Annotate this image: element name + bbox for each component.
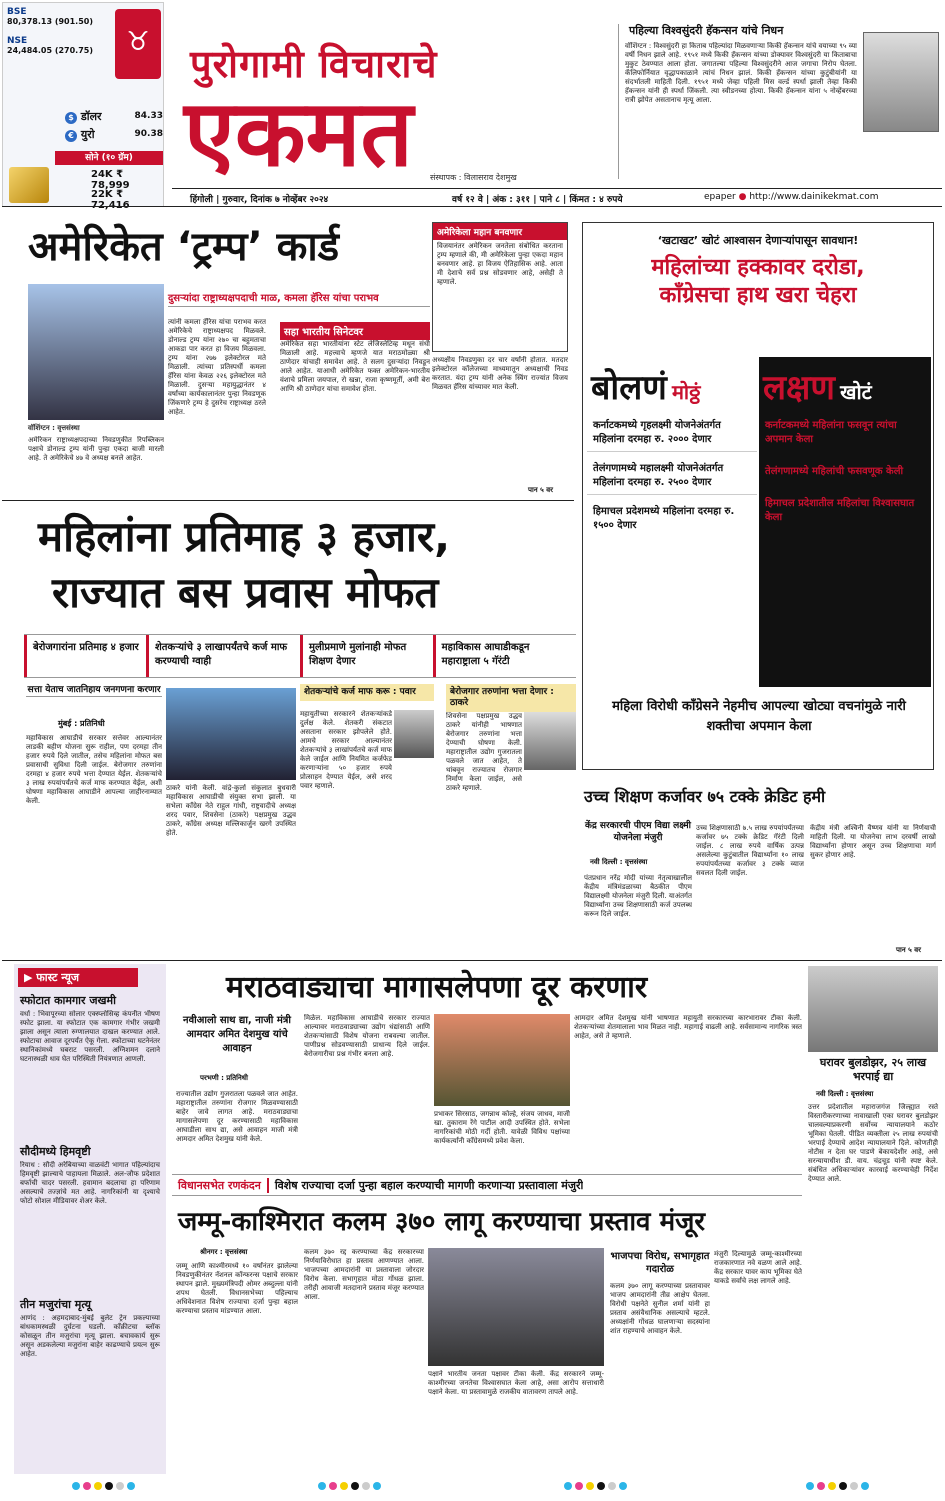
women-body-1: महाविकास आघाडीचे सरकार सत्तेवर आल्यानंतर लाडकी बहीण योजना सुरू राहील, पण दरमहा तीन हजार रुपये दिले जातील, तसेच महिलांना मोफत बस प्रवासाची सुविधा दिली जाईल. बेरोजगार तरुणांना दरमहा ४ हजार रुपये भत्ता देण्यात येईल. शेतकऱ्यांचे ३ लाख रुपयांपर्यंतचे कर्ज माफ करण्यात येईल, अशी घोषणा महाविकास आघाडीने आपल्या जाहीरनाम्यात केली. <box>26 734 162 805</box>
masthead-tagline: पुरोगामी विचाराचे <box>190 42 438 86</box>
education-body-2: उच्च शिक्षणासाठी ७.५ लाख रुपयांपर्यंतच्या कर्जावर ७५ टक्के क्रेडिट गॅरंटी दिली जाईल. ८ लाख रुपये वार्षिक उत्पन्न असलेल्या कुटुंबातील विद्यार्थ्यांना १० लाख रुपयांपर्यंतच्या कर्जावर ३ टक्के व्याज सवलत दिली जाईल. <box>696 824 804 877</box>
ad-truth-2: तेलंगणामध्ये महिलांची फसवणूक केली <box>765 466 904 477</box>
thackeray-tag <box>446 684 576 712</box>
kashmir-banner-tag: विधानसभेत रणकंदन <box>172 1178 269 1193</box>
bjp-tag: भाजपचा विरोध, सभागृहात गदारोळ <box>610 1251 710 1275</box>
pawar-tag-text: शेतकऱ्यांचे कर्ज माफ करू : पवार <box>304 687 416 697</box>
supreme-court-photo <box>808 966 938 1052</box>
america-box-tag: अमेरिकेला महान बनवणार <box>433 223 567 240</box>
point-4: महाविकास आघाडीकडून महाराष्ट्राला ५ गॅरंटी <box>433 635 576 677</box>
bulldozer-body: उत्तर प्रदेशातील महाराजगंज जिल्ह्यात रस्ते विस्तारीकरणाच्या नावाखाली एका घरावर बुलडोझर चालवल्याप्रकरणी सर्वोच्च न्यायालयाने कठोर भूमिका घेतली. पीडित व्यक्तीला २५ लाख रुपयांची भरपाई देण्याचे आदेश न्यायालयाने दिले. कोणतीही नोटीस न देता घर पाडणे बेकायदेशीर आहे, असे सरन्यायाधीश डी. वाय. चंद्रचूड यांनी स्पष्ट केले. संबंधित अधिकाऱ्यांवर कारवाई करण्याचेही निर्देश देण्यात आले. <box>808 1103 938 1183</box>
women-dateline: मुंबई : प्रतिनिधी <box>58 719 105 728</box>
kashmir-body-3: पक्षाने भारतीय जनता पक्षावर टीका केली. केंद्र सरकारने जम्मू-काश्मीरच्या जनतेचा विश्वासघात केला आहे, असा आरोप सत्ताधारी पक्षाने केला. या प्रस्तावामुळे राजकीय वातावरण तापले आहे. <box>428 1370 604 1396</box>
trump-col4: अध्यक्षीय निवडणुका दर चार वर्षांनी होतात. मतदार इलेक्टोरल कॉलेजच्या माध्यमातून अध्यक्षाची निवड करतात. यंदा ट्रम्प यांनी अनेक स्विंग राज्यांत विजय मिळवत हॅरिस यांच्यावर मात केली. <box>432 356 568 391</box>
epaper-label: epaper <box>704 192 736 202</box>
ad-headline-2: काँग्रेसचा हाथ खरा चेहरा <box>659 283 857 308</box>
kashmir-body-2: कलम ३७० रद्द करण्याच्या केंद्र सरकारच्या निर्णयाविरोधात हा प्रस्ताव आणण्यात आला. भाजपच्या आमदारांनी या प्रस्तावाला जोरदार विरोध केला. सभागृहात मोठा गोंधळ झाला. तरीही आवाजी मतदानाने प्रस्ताव मंजूर करण्यात आला. <box>304 1248 424 1301</box>
women-headline-1: महिलांना प्रतिमाह ३ हजार, <box>38 512 451 561</box>
fast-news-body-3: आणंद : अहमदाबाद-मुंबई बुलेट ट्रेन प्रकल्पाच्या बांधकामस्थळी दुर्घटना घडली. काँक्रीटचा ब्लॉक कोसळून तीन मजुरांचा मृत्यू झाला. बचावकार्य सुरू असून अडकलेल्या मजुरांना बाहेर काढण्याचे प्रयत्न सुरू आहेत. <box>20 1314 160 1358</box>
point-3: मुलीप्रमाणे मुलांनाही मोफत शिक्षण देणार <box>300 635 433 677</box>
gold-24k: 24K ₹ 78,999 <box>91 169 130 191</box>
census-tag: सत्ता येताच जातनिहाय जनगणना करणार <box>27 685 161 695</box>
fast-news-label <box>18 968 138 987</box>
ad-left-big: बोलणं <box>591 368 667 408</box>
thackeray-photo <box>524 712 576 770</box>
kashmir-headline: जम्मू-काश्मिरात कलम ३७० लागू करण्याचा प्रस्ताव मंजूर <box>178 1207 706 1237</box>
dollar-label: डॉलर <box>80 109 102 123</box>
ad-promise-2: तेलंगणामध्ये महालक्ष्मी योजनेअंतर्गत महिलांना दरमहा रु. २५०० देणार <box>587 458 757 495</box>
bse-value: 80,378.13 (901.50) <box>7 17 94 26</box>
ad-right-big: लक्षण <box>763 368 836 408</box>
america-box <box>432 222 568 352</box>
education-headline: उच्च शिक्षण कर्जावर ७५ टक्के क्रेडिट हमी <box>584 787 826 806</box>
assembly-photo <box>428 1248 604 1366</box>
miss-world-body: वॉशिंग्टन : विश्वसुंदरी हा किताब पहिल्यांदा मिळवणाऱ्या किकी हॅकन्सन यांचे वयाच्या ९५ व्या वर्षी निधन झाले आहे. १९५१ मध्ये किकी हॅकन्सन यांच्या डोक्यावर विश्वसुंदरी या किताबाचा मुकुट ठेवण्यात आला होता. जगातल्या पहिल्या विश्वसुंदरीने आज जगाचा निरोप घेतला. कॅलिफोर्नियात वृद्धापकाळाने त्यांचं निधन झालं. किकी हॅकन्सन यांच्या कुटुंबीयांनी या संदर्भातली माहिती दिली. १९५१ मध्ये जेव्हा पहिली मिस वर्ल्ड स्पर्धा झाली तेव्हा किकी हॅकन्सन यांनी ही स्पर्धा जिंकली. त्या स्वीडनच्या होत्या. किकी हॅकन्सन यांना ५ नोव्हेंबरच्या रात्री झोपेत असतानाच मृत्यू आला. <box>625 42 857 104</box>
bull-icon: ♉ <box>115 9 161 79</box>
rahul-photo <box>166 688 296 780</box>
kashmir-dateline: श्रीनगर : वृत्तसंस्था <box>200 1248 248 1256</box>
market-panel <box>2 2 164 207</box>
pawar-tag <box>300 684 434 701</box>
marathwada-body-1: राज्यातील उद्योग गुजरातला पळवले जात आहेत. महाराष्ट्रातील तरुणांना रोजगार मिळवण्यासाठी बाहेर जावे लागत आहे. मराठवाड्याचा मागासलेपणा दूर करण्यासाठी महाविकास आघाडीला साथ द्या, असे आवाहन माजी मंत्री आमदार अमित देशमुख यांनी केले. <box>176 1090 298 1143</box>
women-body-2: ठाकरे यांनी केली. वांद्रे-कुर्ला संकुलात बुधवारी महाविकास आघाडीची संयुक्त सभा झाली. या सभेला काँग्रेस नेते राहुल गांधी, राष्ट्रवादीचे अध्यक्ष शरद पवार, शिवसेना (ठाकरे) पक्षप्रमुख उद्धव ठाकरे, काँग्रेस अध्यक्ष मल्लिकार्जुन खरगे उपस्थित होते. <box>166 784 296 837</box>
america-box-body: विजयानंतर अमेरिकन जनतेला संबोधित करताना ट्रम्प म्हणाले की, मी अमेरिकेला पुन्हा एकदा महान बनवणार आहे. हा विजय ऐतिहासिक आहे. आता मी देशाचे सर्व प्रश्न सोडवणार आहे, असेही ते म्हणाले. <box>437 242 563 286</box>
fast-news-icon: ▶ <box>24 971 37 984</box>
euro-label: युरो <box>80 127 95 141</box>
euro-value: 90.38 <box>134 129 163 139</box>
kashmir-body-4: मंजुरी दिल्यामुळे जम्मू-काश्मीरच्या राजकारणात नवे वळण आले आहे. केंद्र सरकार यावर काय भूमिका घेते याकडे सर्वांचे लक्ष लागले आहे. <box>714 1250 802 1285</box>
miss-world-photo <box>863 32 939 132</box>
place-date: हिंगोली | गुरुवार, दिनांक ७ नोव्हेंबर २०२४ <box>190 195 329 205</box>
fast-news-column <box>14 964 166 1474</box>
marathwada-tag: नवीआलो साथ द्या, नाजी मंत्री आमदार अमित देशमुख यांचे आवाहन <box>183 1015 291 1054</box>
fast-news-label-text: फास्ट न्यूज <box>36 971 80 984</box>
nse-label: NSE <box>7 36 28 46</box>
women-headline-2: राज्यात बस प्रवास मोफत <box>52 568 439 617</box>
trump-col2: त्यांनी कमला हॅरिस यांचा पराभव करत अमेरिकेचे राष्ट्राध्यक्षपद मिळवले. डोनाल्ड ट्रम्प यांना २७० चा बहुमताचा आकडा पार करत हा विजय मिळवला. ट्रम्प यांना २७७ इलेक्टोरल मते मिळाली. त्यांच्या प्रतिस्पर्धी कमला हॅरिस यांना केवळ २२६ इलेक्टोरल मते मिळाली. दुसऱ्या महायुद्धानंतर ४ वर्षांच्या कार्यकालानंतर पुन्हा निवडणूक जिंकणारे ट्रम्प हे दुसरेच राष्ट्राध्यक्ष ठरले आहेत. <box>168 318 266 416</box>
trump-col1: अमेरिकन राष्ट्राध्यक्षपदाच्या निवडणुकीत रिपब्लिकन पक्षाचे डोनाल्ड ट्रम्प यांनी पुन्हा एकदा बाजी मारली आहे. ते अमेरिकेचे ४७ वे अध्यक्ष बनले आहेत. <box>28 436 164 462</box>
fast-news-title-1: स्फोटात कामगार जखमी <box>20 994 116 1007</box>
education-tag: केंद्र सरकारची पीएम विद्या लक्ष्मी योजनेला मंजुरी <box>585 821 691 843</box>
volume-info: वर्ष १२ वे | अंक : ३११ | पाने ८ | किंमत : ४ रुपये <box>452 195 623 205</box>
ad-right-panel <box>759 357 931 687</box>
dollar-value: 84.33 <box>134 111 163 121</box>
globe-icon: ● <box>738 192 747 202</box>
ad-headline-1: महिलांच्या हक्कावर दरोडा, <box>651 255 865 280</box>
trump-subhead: दुसऱ्यांदा राष्ट्राध्यक्षपदाची माळ, कमला हॅरिस यांचा पराभव <box>168 292 430 307</box>
education-body-1: पंतप्रधान नरेंद्र मोदी यांच्या नेतृत्वाखालील केंद्रीय मंत्रिमंडळाच्या बैठकीत पीएम विद्यालक्ष्मी योजनेला मंजुरी दिली. याअंतर्गत विद्यार्थ्यांना उच्च शिक्षणासाठी कर्ज उपलब्ध करून दिले जाईल. <box>584 874 692 918</box>
euro-icon: € <box>65 130 77 142</box>
bulldozer-column <box>806 964 940 1474</box>
registration-marks-left <box>72 1482 135 1490</box>
gold-22k: 22K ₹ <box>91 189 124 200</box>
bulldozer-dateline: नवी दिल्ली : वृत्तसंस्था <box>816 1090 874 1098</box>
founder-line: संस्थापक : विलासराव देशमुख <box>430 173 517 182</box>
ad-promise-3: हिमाचल प्रदेशमध्ये महिलांना दरमहा रु. १५०० देणार <box>593 506 735 531</box>
ad-top: ‘खटाखट’ खोटं आश्वासन देणाऱ्यांपासून सावधान! <box>657 234 859 247</box>
education-continued: पान ५ वर <box>896 946 921 954</box>
fast-news-title-3: तीन मजुरांचा मृत्यू <box>20 1298 91 1311</box>
bjp-body: कलम ३७० लागू करण्याच्या प्रस्तावावर भाजप आमदारांनी तीव्र आक्षेप घेतला. विरोधी पक्षनेते सुनील शर्मा यांनी हा प्रस्ताव असंवैधानिक असल्याचे म्हटले. अध्यक्षांनी गोंधळ घालणाऱ्या सदस्यांना शांत राहण्याचे आवाहन केले. <box>610 1282 710 1335</box>
indians-body: अमेरिकेत सहा भारतीयांना स्टेट लेजिस्लेटिव्ह मधून संधी मिळाली आहे. महत्त्वाचे म्हणजे यात मराठमोळ्या श्री ठाणेदार यांचाही समावेश आहे. ते सलग दुसऱ्यांदा निवडून आले आहेत. याआधी अमेरिकेत फक्त अमेरिकन-भारतीय वंशाचे प्रमिला जयपाल, रो खन्ना, राजा कृष्णमूर्ती, अमी बेरा आणि श्री ठाणेदार यांचा समावेश होता. <box>280 340 430 393</box>
bulldozer-headline: घरावर बुलडोझर, २५ लाख भरपाई द्या <box>819 1056 927 1083</box>
fast-news-title-2: सौदीमध्ये हिमवृष्टी <box>20 1145 91 1158</box>
registration-marks-mid <box>318 1482 381 1490</box>
ad-truth-1: कर्नाटकमध्ये महिलांना फसवून त्यांचा अपमान केला <box>765 420 897 445</box>
kashmir-banner <box>172 1174 802 1196</box>
marathwada-body-3: प्रभाकर सिरसाठ, जगन्नाथ कोल्हे, संजय जाधव, माजी खा. तुकाराम रेंगे पाटील आदी उपस्थित होते. सभेला नागरिकांची मोठी गर्दी होती. यावेळी विविध पक्षांच्या कार्यकर्त्यांनी काँग्रेसमध्ये प्रवेश केला. <box>434 1110 570 1145</box>
education-body-3: केंद्रीय मंत्री अश्विनी वैष्णव यांनी या निर्णयाची माहिती दिली. या योजनेचा लाभ दरवर्षी लाखो विद्यार्थ्यांना होणार असून उच्च शिक्षणाचा मार्ग सुकर होणार आहे. <box>810 824 936 859</box>
ad-promise-1: कर्नाटकमध्ये गृहलक्ष्मी योजनेअंतर्गत महिलांना दरमहा रु. २००० देणार <box>587 415 757 452</box>
point-1: बेरोजगारांना प्रतिमाह ४ हजार <box>24 635 146 677</box>
pawar-photo <box>394 710 434 758</box>
fast-news-body-2: रियाध : सौदी अरेबियाच्या वाळवंटी भागात पहिल्यांदाच हिमवृष्टी झाल्याचे पाहायला मिळाले. अल-जौफ प्रदेशात बर्फाची चादर पसरली. हवामान बदलाचा हा परिणाम असल्याचे तज्ज्ञांचे मत आहे. नागरिकांनी या दृश्याचे फोटो सोशल मीडियावर शेअर केले. <box>20 1161 160 1205</box>
nse-value: 24,484.05 (270.75) <box>7 46 94 55</box>
ad-footer: महिला विरोधी काँग्रेसने नेहमीच आपल्या खोट्या वचनांमुळे नारी शक्तीचा अपमान केला <box>612 699 906 734</box>
political-ad <box>582 222 934 770</box>
education-dateline: नवी दिल्ली : वृत्तसंस्था <box>590 858 648 866</box>
miss-world-box <box>618 24 942 179</box>
pawar-body: महायुतीच्या सरकारने शेतकऱ्यांकडे दुर्लक्ष केले. शेतकरी संकटात असताना सरकार झोपलेले होते. आमचे सरकार आल्यानंतर शेतकऱ्यांचे ३ लाखांपर्यंतचे कर्ज माफ केले जाईल आणि नियमित कर्जफेड करणाऱ्यांना ५० हजार रुपये प्रोत्साहन देण्यात येईल, असे शरद पवार म्हणाले. <box>300 710 392 790</box>
ad-right-small: खोटं <box>840 380 872 404</box>
women-points <box>24 634 576 678</box>
miss-world-title: पहिल्या विश्वसुंदरी हॅकन्सन यांचे निधन <box>629 24 784 37</box>
marathwada-headline: मराठवाड्याचा मागासलेपणा दूर करणार <box>226 970 648 1005</box>
kashmir-body-1: जम्मू आणि काश्मीरमध्ये १० वर्षांनंतर झालेल्या निवडणुकीनंतर नॅशनल कॉन्फरन्स पक्षाचे सरकार स्थापन झाले. मुख्यमंत्रिपदी ओमर अब्दुल्ला यांनी शपथ घेतली. विधानसभेच्या पहिल्याच अधिवेशनात विशेष राज्याचा दर्जा पुन्हा बहाल करण्याचा प्रस्ताव मांडण्यात आला. <box>176 1262 298 1315</box>
indians-tag: सहा भारतीय सिनेटवर <box>280 322 430 340</box>
marathwada-body-4: आमदार अमित देशमुख यांनी भाषणात महायुती सरकारच्या कारभारावर टीका केली. शेतकऱ्यांच्या शेतमालाला भाव मिळत नाही. महागाई वाढली आहे. सर्वसामान्य नागरिक त्रस्त आहेत, असे ते म्हणाले. <box>574 1014 802 1040</box>
trump-photo-caption: वॉशिंग्टन : वृत्तसंस्था <box>28 424 80 432</box>
ad-left-panel <box>587 357 757 687</box>
dollar-icon: $ <box>65 112 77 124</box>
gold-bar-icon <box>9 167 49 203</box>
marathwada-dateline: परभणी : प्रतिनिधी <box>200 1074 248 1082</box>
deshmukh-photo <box>434 1014 570 1106</box>
masthead-name: एकमत <box>184 80 413 187</box>
thackeray-tag-text: बेरोजगार तरुणांना भत्ता देणार : ठाकरे <box>450 687 554 708</box>
trump-headline: अमेरिकेत ‘ट्रम्प’ कार्ड <box>28 224 340 270</box>
marathwada-body-2: मिळेल. महाविकास आघाडीचे सरकार राज्यात आल्यावर मराठवाड्याच्या उद्योग धंद्यांसाठी आणि शेतकऱ्यांसाठी विशेष योजना राबवल्या जातील. पाणीप्रश्न सोडवण्यासाठी प्राधान्य दिले जाईल. बेरोजगारीचा प्रश्न गंभीर बनला आहे. <box>304 1014 430 1058</box>
point-2: शेतकऱ्यांचे ३ लाखापर्यंतचे कर्ज माफ करण्याची ग्वाही <box>146 635 300 677</box>
thackeray-body: शिवसेना पक्षप्रमुख उद्धव ठाकरे यांनीही भाषणात बेरोजगार तरुणांना भत्ता देण्याची घोषणा केली. महाराष्ट्रातील उद्योग गुजरातला पळवले जात आहेत, ते थांबवून राज्यातच रोजगार निर्माण केला जाईल, असे ठाकरे म्हणाले. <box>446 712 522 792</box>
ad-truth-3: हिमाचल प्रदेशातील महिलांचा विश्वासघात केला <box>765 498 915 523</box>
gold-title: सोने (१० ग्रॅम) <box>55 151 163 165</box>
trump-photo <box>28 284 164 420</box>
website-link[interactable]: http://www.dainikekmat.com <box>749 192 879 202</box>
registration-marks-far-right <box>806 1482 869 1490</box>
trump-continued: पान ५ वर <box>528 486 553 494</box>
kashmir-banner-text: विशेष राज्याचा दर्जा पुन्हा बहाल करण्याची मागणी करणाऱ्या प्रस्तावाला मंजुरी <box>274 1178 584 1192</box>
bse-label: BSE <box>7 7 27 17</box>
fast-news-body-1: वर्धा : भिवापूरच्या सोलार एक्स्प्लोसिव्ह कंपनीत भीषण स्फोट झाला. या स्फोटात एक कामगार गंभीर जखमी झाला असून त्याला रुग्णालयात दाखल करण्यात आले. स्फोटाचा आवाज दूरपर्यंत ऐकू गेला. स्फोटाच्या घटनेनंतर स्थानिकांमध्ये घबराट पसरली. अग्निशमन दलाने घटनास्थळी धाव घेत परिस्थिती नियंत्रणात आणली. <box>20 1010 160 1063</box>
registration-marks-right <box>564 1482 627 1490</box>
ad-left-small: मोठ्ठं <box>671 380 701 404</box>
